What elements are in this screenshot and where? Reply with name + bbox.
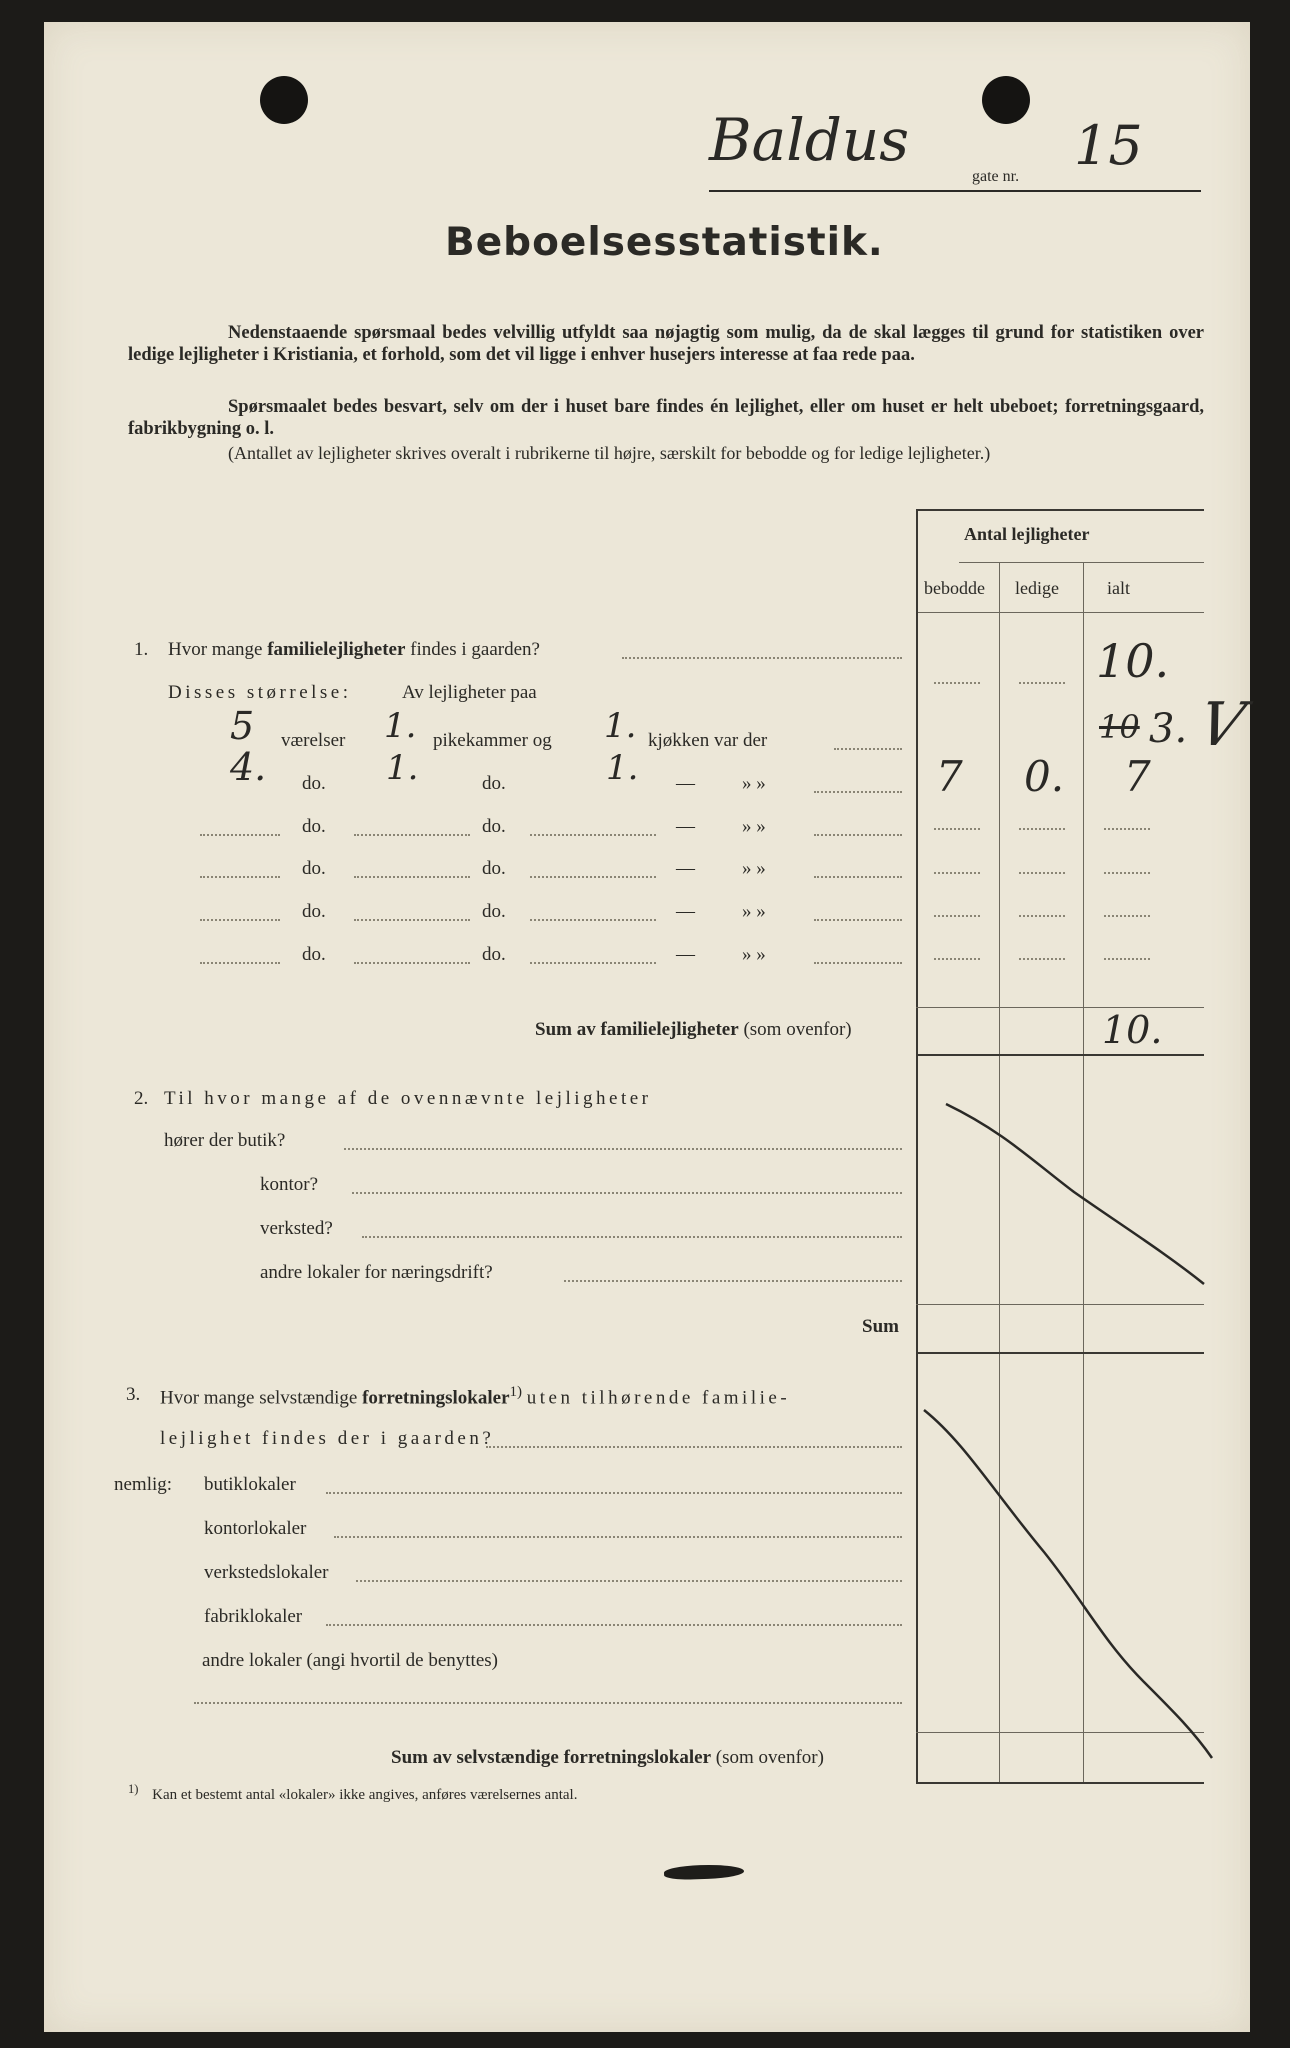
- q2-number: 2.: [134, 1088, 149, 1109]
- page-title: Beboelsesstatistik.: [445, 220, 884, 265]
- q2-sum-label: Sum: [862, 1316, 899, 1337]
- q3-item-andre: andre lokaler (angi hvortil de benyttes): [202, 1650, 498, 1671]
- footnote-mark: 1): [128, 1782, 139, 1796]
- q2-text: Til hvor mange af de ovennævnte lejligheter: [164, 1088, 652, 1109]
- form-sheet: [44, 22, 1250, 2032]
- gate-label: gate nr.: [972, 168, 1020, 185]
- strike-lines: [44, 22, 1250, 2032]
- row1-pikekammer-val: 1.: [384, 706, 417, 746]
- row2-kjokken-val: 1.: [606, 748, 639, 788]
- q2-strike-line: [946, 1104, 1204, 1284]
- q3-text-d: lejlighet findes der i gaarden?: [160, 1428, 495, 1449]
- q2-item-verksted: verksted?: [260, 1218, 333, 1239]
- q2-item-andre: andre lokaler for næringsdrift?: [260, 1262, 493, 1283]
- dash: —: [676, 901, 695, 922]
- do-label: do.: [302, 901, 326, 922]
- row2-bebodde: 7: [936, 752, 963, 801]
- do-label: do.: [482, 858, 506, 879]
- q1-sum-label-b: Sum av familielejligheter: [535, 1019, 739, 1040]
- row1-ialt-struck: 10: [1099, 708, 1140, 746]
- q3-sum-label-n: (som ovenfor): [715, 1747, 824, 1768]
- q3-strike-line: [924, 1410, 1212, 1758]
- row2-rooms: 4.: [230, 745, 267, 789]
- col-header-bebodde: bebodde: [924, 578, 985, 598]
- footnote-text: Kan et bestemt antal «lokaler» ikke angives, anføres værelsernes antal.: [152, 1787, 578, 1803]
- q3-item-fabriklokaler: fabriklokaler: [204, 1606, 303, 1627]
- row2-pikekammer-val: 1.: [386, 748, 419, 788]
- q1-text-c: findes i gaarden?: [410, 639, 540, 660]
- row1-kjokken-val: 1.: [604, 706, 637, 746]
- col-header-ialt: ialt: [1107, 578, 1130, 598]
- q3-item-verkstedslokaler: verkstedslokaler: [204, 1562, 329, 1583]
- q3-text-b: forretningslokaler: [362, 1387, 510, 1409]
- row1-pikekammer: pikekammer og: [433, 730, 552, 751]
- quote: » »: [742, 816, 766, 837]
- row1-kjokken: kjøkken var der: [648, 730, 768, 751]
- quote: » »: [742, 944, 766, 965]
- quote: » »: [742, 858, 766, 879]
- row2-ialt: 7: [1124, 752, 1151, 801]
- dash: —: [676, 858, 695, 879]
- q3-item-kontorlokaler: kontorlokaler: [204, 1518, 307, 1539]
- do-label: do.: [302, 858, 326, 879]
- row2-do2: do.: [482, 773, 506, 794]
- q3-sum-label-b: Sum av selvstændige forretningslokaler: [391, 1747, 712, 1768]
- footnote: [128, 1782, 577, 1804]
- q3-text-c: uten tilhørende familie-: [526, 1387, 791, 1409]
- check-mark: V: [1192, 690, 1251, 760]
- row1-rooms: 5: [230, 704, 255, 748]
- col-header-ledige: ledige: [1015, 578, 1059, 598]
- q1-number: 1.: [134, 639, 149, 660]
- row2-ledige: 0.: [1024, 752, 1065, 801]
- row1-ialt: 3.: [1149, 706, 1188, 752]
- q3-text-a: Hvor mange selvstændige: [160, 1387, 358, 1409]
- q1-text-b: familielejligheter: [267, 639, 406, 660]
- q3-footnote-ref: 1): [509, 1384, 523, 1400]
- q1-sizes-b: Av lejligheter paa: [402, 682, 537, 703]
- q3-nemlig: nemlig:: [114, 1474, 173, 1495]
- q1-sum-ialt: 10.: [1102, 1008, 1163, 1052]
- intro-paragraph-1: Nedenstaaende spørsmaal bedes velvillig utfyldt saa nøjagtig som mulig, da de skal lægges til grund for statistiken over ledige lejligheter i Kristiania, et forhold, som det vil ligge i enhver husejers interesse at faa rede paa.: [128, 323, 1204, 365]
- q3-item-butiklokaler: butiklokaler: [204, 1474, 296, 1495]
- dash: —: [676, 816, 695, 837]
- q1-sum-label-n: (som ovenfor): [743, 1019, 852, 1040]
- intro-paragraph-3: (Antallet av lejligheter skrives overalt i rubrikerne til højre, særskilt for bebodde og for ledige lejligheter.): [228, 443, 991, 463]
- do-label: do.: [302, 816, 326, 837]
- intro-paragraph-2: Spørsmaalet bedes besvart, selv om der i huset bare findes én lejlighet, eller om huset er helt ubeboet; forretningsgaard, fabrikbygning o. l.: [128, 397, 1204, 439]
- street-name: Baldus: [709, 106, 909, 174]
- do-label: do.: [482, 816, 506, 837]
- do-label: do.: [482, 944, 506, 965]
- q2-item-kontor: kontor?: [260, 1174, 319, 1195]
- q3-number: 3.: [126, 1384, 141, 1405]
- row2-dash: —: [676, 773, 695, 794]
- q1-ialt-value: 10.: [1096, 634, 1170, 688]
- row1-vaerelser: værelser: [281, 730, 346, 751]
- row2-do1: do.: [302, 773, 326, 794]
- q1-text-a: Hvor mange: [168, 639, 263, 660]
- do-label: do.: [302, 944, 326, 965]
- dash: —: [676, 944, 695, 965]
- do-label: do.: [482, 901, 506, 922]
- row2-quote: » »: [742, 773, 766, 794]
- quote: » »: [742, 901, 766, 922]
- q1-sizes-label: Disses størrelse:: [168, 682, 352, 703]
- q2-item-butik: hører der butik?: [164, 1130, 286, 1151]
- table-group-header: Antal lejligheter: [964, 524, 1090, 544]
- gate-number: 15: [1074, 114, 1143, 177]
